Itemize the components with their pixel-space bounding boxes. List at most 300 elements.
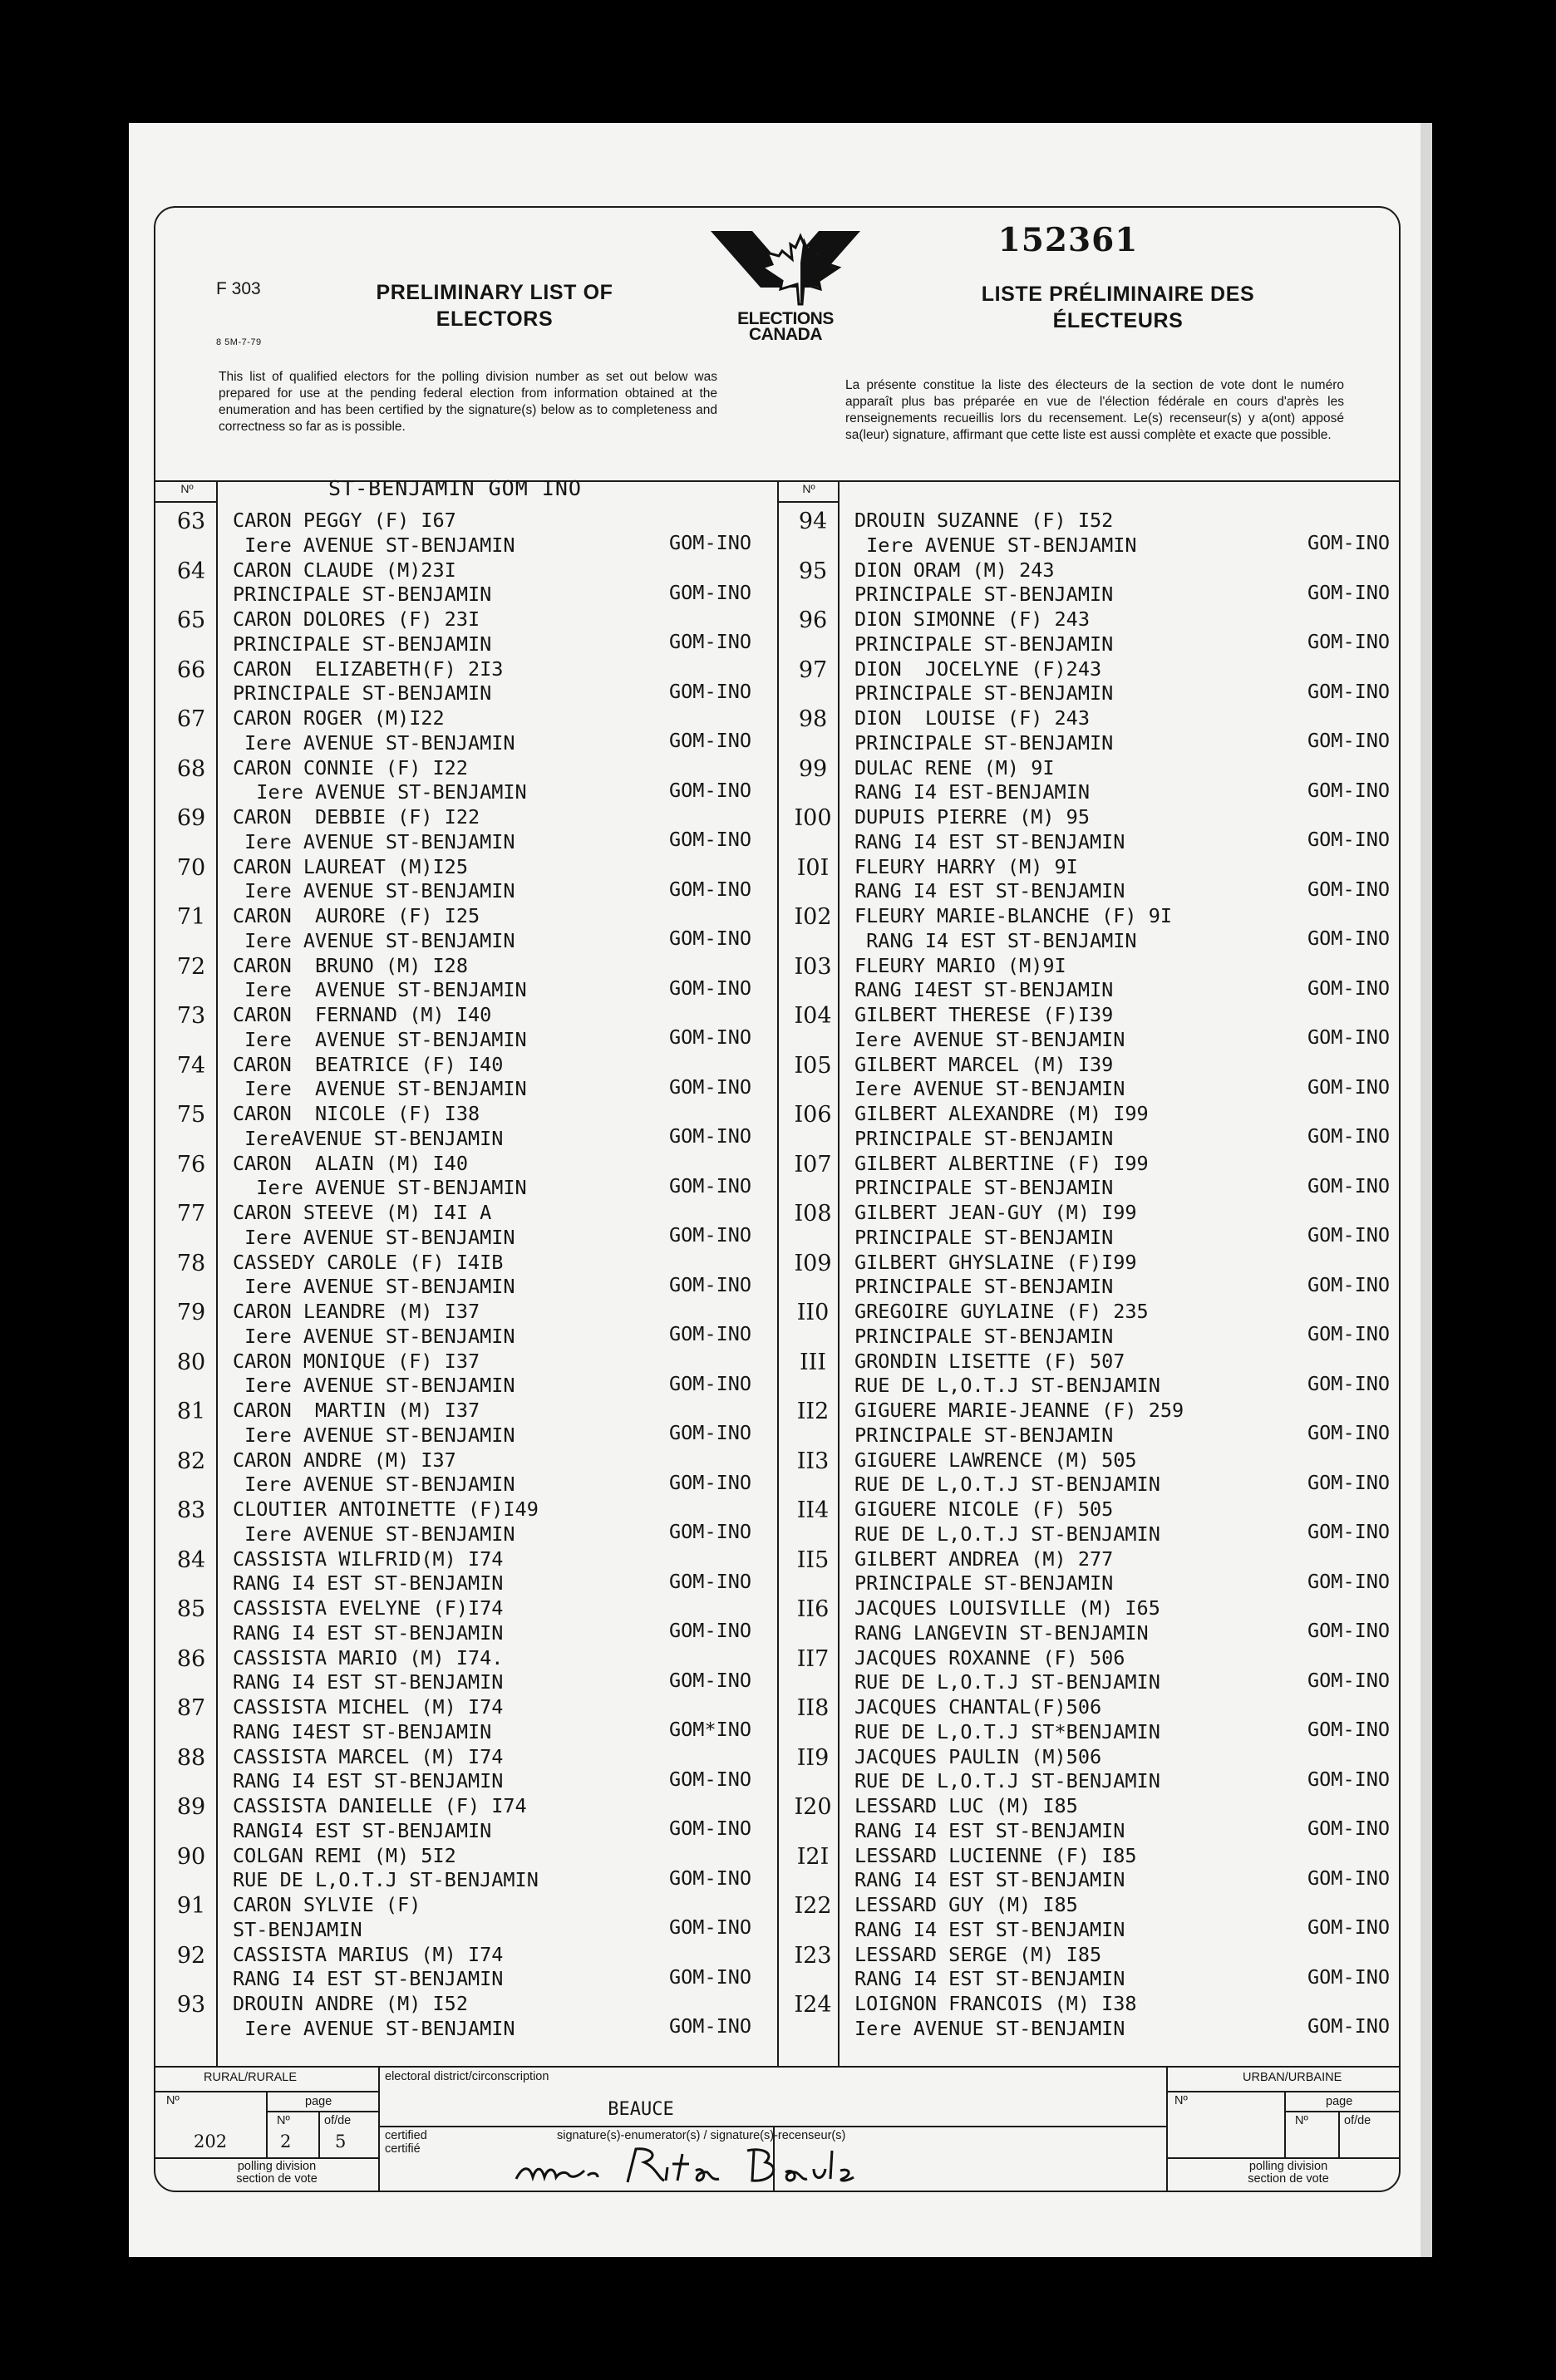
elector-number: I09	[794, 1250, 832, 1276]
postal-code: GOM-INO	[669, 1223, 752, 1247]
postal-code: GOM-INO	[669, 1915, 752, 1939]
elector-number: II4	[796, 1497, 830, 1523]
elector-address: PRINCIPALE ST-BENJAMIN	[854, 1571, 1114, 1595]
postal-code: GOM-INO	[1307, 2014, 1391, 2038]
postal-code: GOM-INO	[669, 976, 752, 1000]
elector-address: PRINCIPALE ST-BENJAMIN	[854, 681, 1114, 705]
elector-address: Iere AVENUE ST-BENJAMIN	[233, 879, 515, 902]
certified-label	[385, 2129, 427, 2156]
urban-page-label: page	[1326, 2095, 1353, 2108]
postal-code: GOM-INO	[1307, 778, 1391, 802]
elector-name: CASSISTA MICHEL (M) I74	[233, 1695, 504, 1719]
elector-name: CARON MARTIN (M) I37	[233, 1399, 480, 1422]
postal-code: GOM-INO	[669, 1074, 752, 1099]
urban-label: URBAN/URBAINE	[1243, 2071, 1342, 2084]
elector-number: 71	[176, 904, 206, 930]
postal-code: GOM-INO	[669, 1520, 752, 1543]
postal-code: GOM-INO	[669, 877, 752, 901]
elector-address: Iere AVENUE ST-BENJAMIN	[854, 2016, 1125, 2040]
elector-address: PRINCIPALE ST-BENJAMIN	[854, 1324, 1114, 1348]
elector-address: RUE DE L,O.T.J ST-BENJAMIN	[233, 1868, 539, 1891]
elector-address: Iere AVENUE ST-BENJAMIN	[854, 1077, 1125, 1100]
elector-address: RANG I4EST ST-BENJAMIN	[233, 1719, 492, 1743]
urban-page-rule	[1284, 2111, 1401, 2112]
footer-divider-urban	[1166, 2066, 1168, 2191]
elector-number: II7	[796, 1645, 830, 1672]
elector-address: RANG I4 EST ST-BENJAMIN	[854, 1967, 1125, 1990]
rural-polling-number: 202	[194, 2132, 228, 2151]
elector-name: JACQUES LOUISVILLE (M) I65	[854, 1596, 1160, 1620]
elector-address: PRINCIPALE ST-BENJAMIN	[233, 681, 492, 705]
postal-code: GOM-INO	[1307, 580, 1391, 604]
elector-address: Iere AVENUE ST-BENJAMIN	[233, 978, 527, 1001]
elector-address: Iere AVENUE ST-BENJAMIN	[854, 533, 1137, 557]
elector-address: RANG I4 EST ST-BENJAMIN	[233, 1620, 504, 1645]
postal-code: GOM-INO	[669, 1619, 752, 1642]
elector-number: 80	[176, 1349, 206, 1375]
postal-code: GOM-INO	[669, 927, 752, 950]
elector-address: RUE DE L,O.T.J ST*BENJAMIN	[854, 1719, 1160, 1743]
elector-number: 63	[176, 509, 206, 534]
elector-number: 84	[176, 1547, 206, 1573]
urban-no-divider	[1284, 2091, 1286, 2157]
elector-address: Iere AVENUE ST-BENJAMIN	[854, 1027, 1125, 1051]
elector-name: CARON ELIZABETH(F) 2I3	[233, 656, 504, 681]
elector-name: CARON CLAUDE (M)23I	[233, 558, 456, 582]
ballot-document	[129, 123, 1432, 2257]
postal-code: GOM-INO	[1307, 1767, 1391, 1791]
elector-address: RANG I4 EST ST-BENJAMIN	[233, 1769, 504, 1792]
elector-number: 72	[176, 953, 206, 980]
elector-address: Iere AVENUE ST-BENJAMIN	[233, 1027, 527, 1051]
elector-number: 93	[176, 1992, 206, 2018]
elector-number: 77	[176, 1201, 206, 1227]
elector-name: CASSISTA MARIO (M) I74.	[233, 1645, 504, 1669]
elector-number: III	[800, 1349, 826, 1375]
title-english-line-2: ELECTORS	[436, 307, 554, 331]
logo-wordmark	[702, 311, 869, 342]
elector-name: GREGOIRE GUYLAINE (F) 235	[854, 1300, 1149, 1323]
elector-address: Iere AVENUE ST-BENJAMIN	[233, 1374, 515, 1397]
elector-address: Iere AVENUE ST-BENJAMIN	[233, 1473, 515, 1496]
elector-address: RUE DE L,O.T.J ST-BENJAMIN	[854, 1374, 1160, 1397]
urban-bottom-rule	[1166, 2157, 1401, 2159]
elector-number: I24	[794, 1992, 832, 2018]
elector-name: GILBERT JEAN-GUY (M) I99	[854, 1201, 1137, 1224]
elector-address: PRINCIPALE ST-BENJAMIN	[854, 1275, 1114, 1298]
elector-address: RUE DE L,O.T.J ST-BENJAMIN	[854, 1522, 1160, 1546]
postal-code: GOM-INO	[669, 1272, 752, 1296]
serial-number: 152361	[997, 221, 1139, 259]
elector-address: RANG I4 EST ST-BENJAMIN	[854, 1818, 1125, 1842]
elector-name: GIGUERE LAWRENCE (M) 505	[854, 1448, 1137, 1472]
elector-number: 92	[176, 1942, 206, 1969]
rural-page-total: 5	[335, 2132, 347, 2151]
rural-label: RURAL/RURALE	[204, 2071, 297, 2084]
postal-code: GOM-INO	[669, 1817, 752, 1840]
postal-code: GOM-INO	[669, 531, 752, 554]
postal-code: GOM-INO	[669, 679, 752, 703]
rural-polling-label	[227, 2161, 327, 2186]
elector-name: DION ORAM (M) 243	[854, 558, 1055, 582]
elector-name: CASSISTA WILFRID(M) I74	[233, 1547, 504, 1571]
elector-name: CARON LEANDRE (M) I37	[233, 1300, 480, 1323]
elector-name: JACQUES ROXANNE (F) 506	[854, 1645, 1125, 1669]
rural-polling-label-line-2: section de vote	[236, 2172, 318, 2186]
elector-address: Iere AVENUE ST-BENJAMIN	[233, 533, 515, 557]
elector-address: Iere AVENUE ST-BENJAMIN	[233, 829, 515, 853]
elector-name: DION SIMONNE (F) 243	[854, 607, 1090, 631]
intro-english: This list of qualified electors for the polling division number as set out below was prepared for use at the pending federal election from information obtained at the enumeration and has been certified by the signature(s) below as to completeness and correctness so far as is possible.	[219, 370, 717, 434]
elector-name: GIGUERE MARIE-JEANNE (F) 259	[854, 1399, 1184, 1422]
col-divider-middle	[777, 480, 779, 2068]
logo-text-line-2: CANADA	[749, 325, 822, 344]
postal-code: GOM-INO	[1307, 630, 1391, 653]
elector-address: Iere AVENUE ST-BENJAMIN	[233, 1077, 527, 1100]
elector-address: Iere AVENUE ST-BENJAMIN	[233, 928, 515, 952]
postal-code: GOM-INO	[1307, 1124, 1391, 1148]
postal-code: GOM-INO	[1307, 1817, 1391, 1840]
postal-code: GOM-INO	[1307, 729, 1391, 752]
elector-number: 90	[176, 1843, 206, 1870]
elector-name: DROUIN SUZANNE (F) I52	[854, 509, 1114, 532]
postal-code: GOM-INO	[669, 1767, 752, 1791]
elector-number: 78	[176, 1250, 206, 1276]
elector-number: 70	[176, 854, 206, 881]
elector-name: LESSARD LUC (M) I85	[854, 1794, 1078, 1817]
rural-polling-label-line-1: polling division	[237, 2160, 317, 2173]
postal-code: GOM-INO	[669, 1322, 752, 1345]
postal-code: GOM-INO	[1307, 1619, 1391, 1642]
elector-address: Iere AVENUE ST-BENJAMIN	[233, 2016, 515, 2040]
polling-subheader: ST-BENJAMIN GOM INO	[328, 476, 582, 500]
elector-address: RANG I4 EST ST-BENJAMIN	[854, 1917, 1125, 1941]
elector-number: 74	[176, 1052, 206, 1079]
elector-name: DROUIN ANDRE (M) I52	[233, 1992, 468, 2015]
certified-label-en: certified	[385, 2129, 427, 2142]
postal-code: GOM-INO	[669, 1124, 752, 1148]
elector-name: LESSARD GUY (M) I85	[854, 1893, 1078, 1916]
urban-polling-label	[1238, 2161, 1338, 2186]
elector-number: II5	[796, 1547, 830, 1573]
postal-code: GOM-INO	[1307, 1470, 1391, 1494]
elector-number: II3	[796, 1448, 830, 1474]
postal-code: GOM-INO	[1307, 1915, 1391, 1939]
postal-code: GOM-INO	[1307, 1025, 1391, 1049]
elector-number: I00	[794, 805, 832, 831]
elector-number: I02	[794, 904, 832, 930]
postal-code: GOM-INO	[1307, 531, 1391, 554]
elector-name: GILBERT GHYSLAINE (F)I99	[854, 1250, 1137, 1274]
elector-name: CARON LAUREAT (M)I25	[233, 854, 468, 878]
postal-code: GOM-INO	[669, 1866, 752, 1890]
elector-address: RANG I4 EST ST-BENJAMIN	[233, 1967, 504, 1990]
elector-address: PRINCIPALE ST-BENJAMIN	[854, 1423, 1114, 1447]
number-header-right: Nº	[802, 482, 815, 495]
elector-name: GILBERT THERESE (F)I39	[854, 1003, 1114, 1026]
elector-number: I07	[794, 1151, 832, 1178]
postal-code: GOM-INO	[669, 580, 752, 604]
elector-name: CARON CONNIE (F) I22	[233, 755, 468, 779]
intro-french: La présente constitue la liste des électeurs de la section de vote dont le numéro apparaît plus bas préparée en vue de l'élection fédérale en cours d'après les renseignements recueillis lors du recensement. Le(s) recenseur(s) y a(ont) apposé sa(leur) signature, affirmant que cette liste est aussi complète et exacte que possible.	[845, 378, 1344, 442]
postal-code: GOM-INO	[1307, 679, 1391, 703]
elector-name: FLEURY MARIE-BLANCHE (F) 9I	[854, 904, 1173, 927]
number-header-left: Nº	[180, 482, 194, 495]
elector-number: 68	[176, 755, 206, 782]
postal-code: GOM-INO	[1307, 1520, 1391, 1543]
postal-code: GOM-INO	[669, 1173, 752, 1197]
elector-address: Iere AVENUE ST-BENJAMIN	[233, 730, 515, 755]
elector-name: DUPUIS PIERRE (M) 95	[854, 805, 1090, 829]
postal-code: GOM-INO	[669, 1371, 752, 1395]
postal-code: GOM-INO	[1307, 1718, 1391, 1741]
urban-of-divider	[1338, 2111, 1340, 2157]
elector-number: I05	[794, 1052, 832, 1079]
enumerator-signature	[511, 2142, 927, 2192]
postal-code: GOM-INO	[1307, 1421, 1391, 1444]
elector-address: RANGI4 EST ST-BENJAMIN	[233, 1818, 492, 1842]
elector-address: RANG LANGEVIN ST-BENJAMIN	[854, 1620, 1149, 1645]
signature-label: signature(s)-enumerator(s) / signature(s)-recenseur(s)	[557, 2129, 846, 2142]
urban-no-label: Nº	[1174, 2094, 1188, 2107]
postal-code: GOM-INO	[1307, 1964, 1391, 1989]
elector-number: 76	[176, 1151, 206, 1178]
rural-of-divider	[318, 2111, 320, 2157]
elector-name: JACQUES PAULIN (M)506	[854, 1744, 1102, 1768]
postal-code: GOM-INO	[669, 778, 752, 802]
elector-address: RANG I4 EST ST-BENJAMIN	[854, 879, 1125, 902]
urban-page-no-label: Nº	[1295, 2114, 1308, 2127]
postal-code: GOM-INO	[669, 2014, 752, 2038]
elector-name: GILBERT ALEXANDRE (M) I99	[854, 1102, 1149, 1125]
elector-address: PRINCIPALE ST-BENJAMIN	[854, 1126, 1114, 1150]
elector-name: CARON SYLVIE (F)	[233, 1893, 421, 1916]
postal-code: GOM-INO	[669, 1421, 752, 1444]
footer-top-rule	[155, 2066, 1401, 2068]
elector-address: Iere AVENUE ST-BENJAMIN	[233, 1225, 515, 1249]
elector-address: Iere AVENUE ST-BENJAMIN	[233, 1423, 515, 1447]
elector-address: PRINCIPALE ST-BENJAMIN	[233, 632, 492, 656]
elector-name: DULAC RENE (M) 9I	[854, 755, 1055, 779]
elector-number: 66	[176, 656, 206, 683]
elector-address: Iere AVENUE ST-BENJAMIN	[233, 1176, 527, 1199]
elector-name: CARON DOLORES (F) 23I	[233, 607, 480, 631]
elector-address: ST-BENJAMIN	[233, 1917, 362, 1941]
postal-code: GOM-INO	[1307, 1866, 1391, 1890]
rural-page-rule	[266, 2111, 378, 2112]
no-header-rule-right	[777, 501, 840, 503]
postal-code: GOM-INO	[669, 1470, 752, 1494]
elector-number: 86	[176, 1645, 206, 1672]
elector-name: GILBERT ALBERTINE (F) I99	[854, 1151, 1149, 1175]
district-rule	[378, 2126, 1166, 2127]
elector-name: FLEURY MARIO (M)9I	[854, 953, 1066, 977]
postal-code: GOM-INO	[669, 1964, 752, 1989]
urban-polling-label-line-2: section de vote	[1248, 2172, 1329, 2186]
elector-name: CASSISTA EVELYNE (F)I74	[233, 1596, 504, 1620]
elector-name: GILBERT ANDREA (M) 277	[854, 1547, 1114, 1571]
elector-number: 94	[798, 509, 828, 534]
urban-of-label: of/de	[1344, 2114, 1371, 2127]
elector-number: I2I	[796, 1843, 830, 1870]
elector-address: PRINCIPALE ST-BENJAMIN	[854, 1225, 1114, 1249]
logo-text-line-1: ELECTIONS	[737, 309, 834, 328]
elector-name: CARON FERNAND (M) I40	[233, 1003, 492, 1026]
elector-number: I06	[794, 1102, 832, 1128]
elector-name: JACQUES CHANTAL(F)506	[854, 1695, 1102, 1719]
title-french-line-2: ÉLECTEURS	[1052, 309, 1184, 332]
postal-code: GOM-INO	[1307, 877, 1391, 901]
district-label: electoral district/circonscription	[385, 2070, 549, 2083]
postal-code: GOM-INO	[669, 729, 752, 752]
postal-code: GOM-INO	[1307, 927, 1391, 950]
rural-bottom-rule	[155, 2157, 378, 2159]
elector-number: I04	[794, 1003, 832, 1029]
elector-number: II9	[796, 1744, 830, 1771]
elector-name: LOIGNON FRANCOIS (M) I38	[854, 1992, 1137, 2015]
postal-code: GOM-INO	[1307, 1668, 1391, 1692]
elector-number: 95	[798, 558, 828, 584]
urban-header-rule	[1166, 2091, 1401, 2092]
elector-number: 99	[798, 755, 828, 782]
elector-name: GILBERT MARCEL (M) I39	[854, 1052, 1114, 1076]
elector-number: 87	[176, 1695, 206, 1721]
elector-number: II8	[796, 1695, 830, 1721]
elector-number: 82	[176, 1448, 206, 1474]
elector-address: PRINCIPALE ST-BENJAMIN	[854, 730, 1114, 755]
elector-address: Iere AVENUE ST-BENJAMIN	[233, 1324, 515, 1348]
postal-code: GOM-INO	[1307, 828, 1391, 851]
postal-code: GOM-INO	[669, 1668, 752, 1692]
elector-name: DION LOUISE (F) 243	[854, 706, 1090, 730]
elector-name: CARON AURORE (F) I25	[233, 904, 480, 927]
elector-address: Iere AVENUE ST-BENJAMIN	[233, 780, 527, 804]
postal-code: GOM-INO	[1307, 976, 1391, 1000]
elector-number: 85	[176, 1596, 206, 1622]
elector-name: GIGUERE NICOLE (F) 505	[854, 1497, 1114, 1521]
elector-number: 79	[176, 1300, 206, 1325]
postal-code: GOM-INO	[1307, 1173, 1391, 1197]
elector-name: LESSARD LUCIENNE (F) I85	[854, 1843, 1137, 1867]
elector-address: RUE DE L,O.T.J ST-BENJAMIN	[854, 1769, 1160, 1792]
elector-number: 97	[798, 656, 828, 683]
elector-number: 69	[176, 805, 206, 831]
rural-no-divider	[266, 2091, 268, 2157]
district-value: BEAUCE	[608, 2099, 674, 2120]
elector-address: RUE DE L,O.T.J ST-BENJAMIN	[854, 1473, 1160, 1496]
elector-address: PRINCIPALE ST-BENJAMIN	[854, 632, 1114, 656]
elector-address: PRINCIPALE ST-BENJAMIN	[233, 583, 492, 606]
elector-name: CARON NICOLE (F) I38	[233, 1102, 480, 1125]
urban-polling-label-line-1: polling division	[1248, 2160, 1328, 2173]
elector-name: CARON DEBBIE (F) I22	[233, 805, 480, 829]
elector-name: CARON STEEVE (M) I4I A	[233, 1201, 492, 1224]
postal-code: GOM-INO	[1307, 1322, 1391, 1345]
elector-address: Iere AVENUE ST-BENJAMIN	[233, 1522, 515, 1546]
elector-name: CARON BRUNO (M) I28	[233, 953, 468, 977]
elector-name: CARON ROGER (M)I22	[233, 706, 445, 730]
title-french	[910, 281, 1326, 334]
elector-name: FLEURY HARRY (M) 9I	[854, 854, 1078, 878]
elector-name: CASSISTA MARCEL (M) I74	[233, 1744, 504, 1768]
postal-code: GOM-INO	[669, 1569, 752, 1593]
elector-number: 91	[176, 1893, 206, 1919]
elector-address: RUE DE L,O.T.J ST-BENJAMIN	[854, 1670, 1160, 1694]
rural-of-label: of/de	[324, 2114, 352, 2127]
postal-code: GOM-INO	[1307, 1569, 1391, 1593]
elector-number: 64	[176, 558, 206, 584]
rural-no-label: Nº	[166, 2094, 180, 2107]
elector-name: CASSEDY CAROLE (F) I4IB	[233, 1250, 504, 1274]
elector-number: 83	[176, 1497, 206, 1523]
postal-code: GOM-INO	[669, 828, 752, 851]
postal-code: GOM-INO	[1307, 1223, 1391, 1247]
elector-number: I08	[794, 1201, 832, 1227]
footer-divider-rural	[378, 2066, 380, 2191]
elector-number: II0	[796, 1300, 830, 1325]
form-number: F 303	[216, 279, 261, 298]
elector-number: 67	[176, 706, 206, 732]
elector-number: 88	[176, 1744, 206, 1771]
no-header-rule-left	[155, 501, 218, 503]
elector-number: 75	[176, 1102, 206, 1128]
title-english	[320, 279, 669, 332]
elector-name: DION JOCELYNE (F)243	[854, 656, 1102, 681]
postal-code: GOM*INO	[669, 1718, 752, 1741]
elector-address: RANG I4 EST-BENJAMIN	[854, 780, 1090, 804]
elector-address: PRINCIPALE ST-BENJAMIN	[854, 583, 1114, 606]
elector-name: GRONDIN LISETTE (F) 507	[854, 1349, 1125, 1373]
elector-number: I0I	[796, 854, 830, 881]
elector-number: II6	[796, 1596, 830, 1622]
postal-code: GOM-INO	[1307, 1272, 1391, 1296]
elector-number: I22	[794, 1893, 832, 1919]
elector-address: RANG I4 EST ST-BENJAMIN	[233, 1571, 504, 1595]
certified-label-fr: certifié	[385, 2142, 421, 2156]
postal-code: GOM-INO	[669, 1025, 752, 1049]
form-date-code: 8 5M-7-79	[216, 337, 262, 347]
elector-address: Iere AVENUE ST-BENJAMIN	[233, 1275, 515, 1298]
postal-code: GOM-INO	[1307, 1371, 1391, 1395]
elector-name: CARON ALAIN (M) I40	[233, 1151, 468, 1175]
elector-address: RANG I4 EST ST-BENJAMIN	[854, 1868, 1125, 1891]
elector-address: IereAVENUE ST-BENJAMIN	[233, 1126, 504, 1150]
elector-name: CLOUTIER ANTOINETTE (F)I49	[233, 1497, 539, 1521]
elector-number: 98	[798, 706, 828, 732]
rural-page-number: 2	[280, 2132, 292, 2151]
elector-address: RANG I4 EST ST-BENJAMIN	[233, 1670, 504, 1694]
elector-name: CASSISTA DANIELLE (F) I74	[233, 1794, 527, 1817]
rural-page-label: page	[305, 2095, 332, 2108]
elector-name: CASSISTA MARIUS (M) I74	[233, 1942, 504, 1966]
elector-address: RANG I4EST ST-BENJAMIN	[854, 978, 1114, 1001]
elector-name: CARON BEATRICE (F) I40	[233, 1052, 504, 1076]
elector-number: I23	[794, 1942, 832, 1969]
elector-name: CARON ANDRE (M) I37	[233, 1448, 456, 1472]
postal-code: GOM-INO	[1307, 1074, 1391, 1099]
elector-address: RANG I4 EST ST-BENJAMIN	[854, 928, 1137, 952]
elector-address: RANG I4 EST ST-BENJAMIN	[854, 829, 1125, 853]
elector-name: CARON MONIQUE (F) I37	[233, 1349, 480, 1373]
elector-number: I20	[794, 1794, 832, 1820]
elector-number: 73	[176, 1003, 206, 1029]
postal-code: GOM-INO	[669, 630, 752, 653]
elector-name: LESSARD SERGE (M) I85	[854, 1942, 1102, 1966]
elector-name: COLGAN REMI (M) 5I2	[233, 1843, 456, 1867]
elector-number: II2	[796, 1399, 830, 1424]
elector-number: 65	[176, 607, 206, 633]
elector-number: 89	[176, 1794, 206, 1820]
